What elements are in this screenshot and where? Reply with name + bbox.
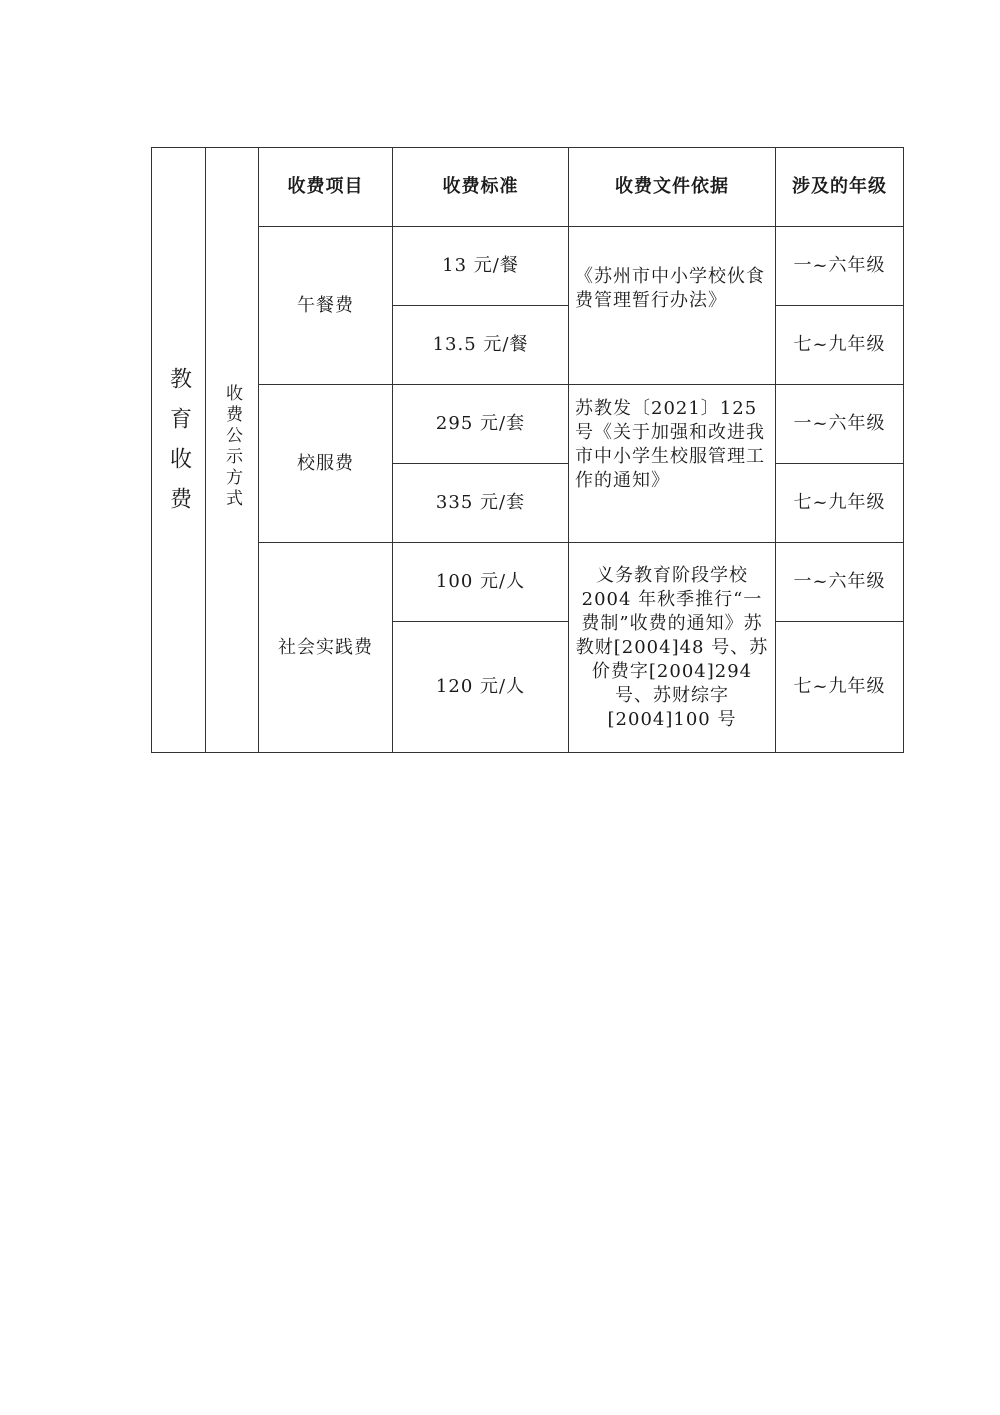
lunch-grades-2: 七~九年级 [776,306,904,385]
category-label: 教育收费 [166,366,192,527]
lunch-item: 午餐费 [259,227,393,385]
uniform-standard-1: 295 元/套 [393,385,569,464]
table-row [152,385,904,464]
practice-grades-1: 一~六年级 [776,543,904,622]
header-item: 收费项目 [259,148,393,227]
lunch-standard-2: 13.5 元/餐 [393,306,569,385]
lunch-basis-cell [569,227,776,385]
lunch-basis: 《苏州市中小学校伙食费管理暂行办法》 [575,266,765,311]
header-standard: 收费标准 [393,148,569,227]
practice-standard-1: 100 元/人 [393,543,569,622]
fee-table [151,147,904,753]
header-row [152,148,904,227]
table-row [152,227,904,306]
uniform-standard-2: 335 元/套 [393,464,569,543]
lunch-grades-1: 一~六年级 [776,227,904,306]
practice-basis-cell [569,543,776,753]
uniform-basis-cell [569,385,776,543]
uniform-basis: 苏教发〔2021〕125 号《关于加强和改进我市中小学生校服管理工作的通知》 [575,398,765,491]
header-grades: 涉及的年级 [776,148,904,227]
lunch-standard-1: 13 元/餐 [393,227,569,306]
header-basis: 收费文件依据 [569,148,776,227]
practice-basis: 义务教育阶段学校 2004 年秋季推行“一费制”收费的通知》苏教财[2004]48 号、苏价费字[2004]294 号、苏财综字[2004]100 号 [575,564,769,730]
uniform-grades-1: 一~六年级 [776,385,904,464]
subcategory-label: 收费公示方式 [222,383,242,510]
practice-standard-2: 120 元/人 [393,622,569,753]
category-cell [152,148,206,753]
uniform-grades-2: 七~九年级 [776,464,904,543]
uniform-item: 校服费 [259,385,393,543]
practice-grades-2: 七~九年级 [776,622,904,753]
table-row [152,543,904,622]
practice-item: 社会实践费 [259,543,393,753]
subcategory-cell [206,148,259,753]
